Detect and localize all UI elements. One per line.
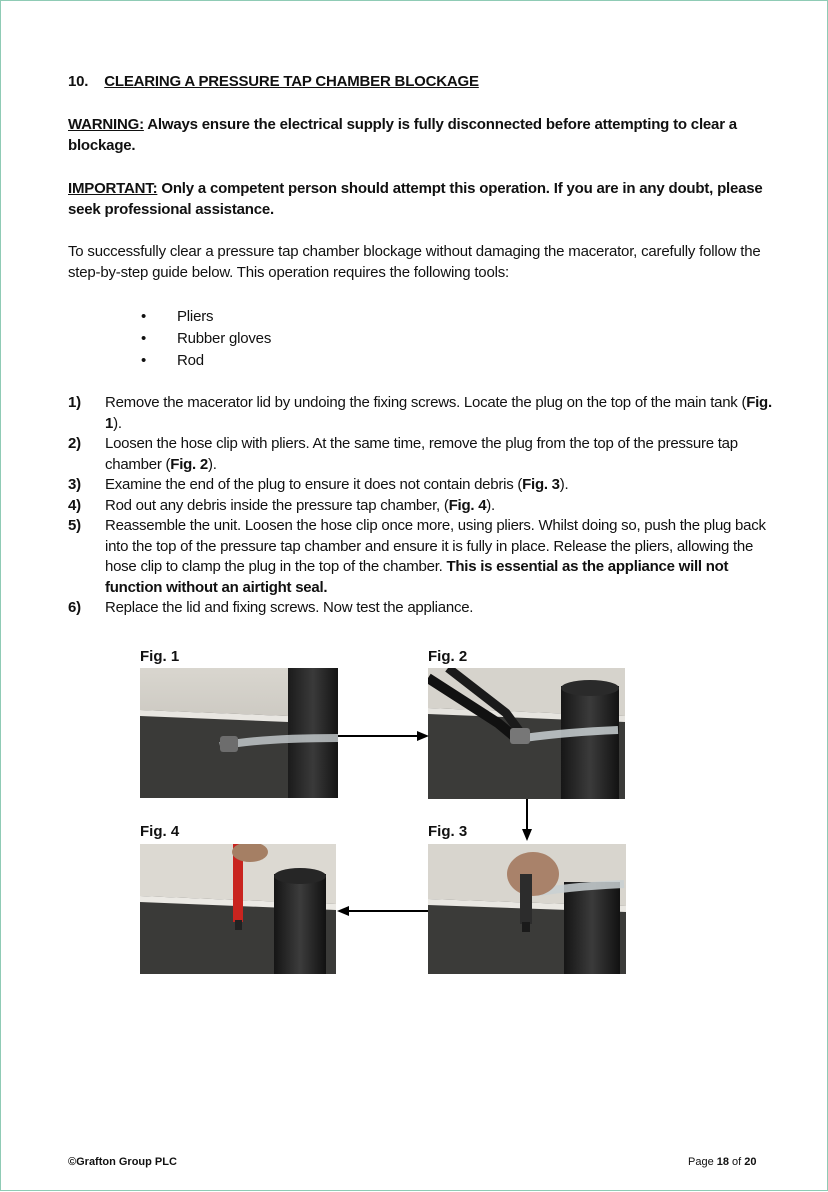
page-current: 18	[716, 1156, 729, 1168]
fig2-label: Fig. 2	[428, 648, 468, 665]
step-emphasis: This is essential as the appliance will not function without an airtight seal.	[105, 558, 729, 596]
section-title: CLEARING A PRESSURE TAP CHAMBER BLOCKAGE	[104, 73, 479, 90]
arrow-head	[417, 731, 429, 741]
intro-paragraph: To successfully clear a pressure tap chamber blockage without damaging the macerator, carefully follow the step-by-step guide below. This operation requires the following tools:	[68, 243, 761, 281]
step-text: Replace the lid and fixing screws. Now test the appliance.	[105, 599, 474, 616]
page-prefix: Page	[688, 1156, 717, 1168]
step-emphasis: Fig. 3	[522, 476, 560, 493]
step-text-end: ).	[207, 455, 217, 473]
step-text-end: ).	[113, 414, 122, 432]
step-text: Examine the end of the plug to ensure it does not contain debris (	[105, 476, 523, 493]
step-text: Reassemble the unit. Loosen the hose clip once more, using pliers. Whilst doing so, push the plug back into the top of the pressure tap chamber and ensure it is fully in place. Release the pliers, allowing the hose clip to clamp the plug in the top of the chamber.	[105, 517, 766, 575]
step-number: 6)	[68, 599, 81, 616]
tool-item: • Rubber gloves	[141, 328, 271, 350]
step-number: 2)	[68, 435, 81, 452]
step-emphasis: Fig. 2	[170, 455, 208, 473]
important-label: IMPORTANT:	[68, 180, 158, 197]
footer-page-number	[688, 1156, 757, 1168]
fig4-label: Fig. 4	[140, 823, 180, 840]
section-number: 10.	[68, 73, 89, 90]
step-text: Rod out any debris inside the pressure tap chamber, (	[105, 496, 449, 514]
step-number: 4)	[68, 496, 81, 514]
arrow-head	[522, 829, 532, 841]
figure-flow-arrows	[1, 1, 828, 1192]
step-text: Loosen the hose clip with pliers. At the same time, remove the plug from the top of the pressure tap chamber (	[105, 435, 738, 473]
fig1-label: Fig. 1	[140, 648, 180, 665]
tool-item: • Pliers	[141, 306, 271, 328]
tool-item: • Rod	[141, 350, 271, 372]
step-number: 3)	[68, 476, 81, 493]
fig3-label: Fig. 3	[428, 823, 468, 840]
step-number: 1)	[68, 394, 81, 411]
page-total: 20	[744, 1156, 757, 1168]
step-text-end: ).	[486, 496, 495, 514]
warning-text: Always ensure the electrical supply is fully disconnected before attempting to clear a blockage.	[68, 116, 737, 154]
step-number: 5)	[68, 517, 81, 534]
step-text-end: ).	[559, 476, 569, 493]
warning-label: WARNING:	[68, 116, 144, 133]
step-emphasis: Fig. 1	[105, 394, 772, 432]
arrow-head	[337, 906, 349, 916]
page-of: of	[729, 1156, 745, 1168]
step-emphasis: Fig. 4	[448, 496, 487, 514]
step-text: Remove the macerator lid by undoing the fixing screws. Locate the plug on the top of the main tank (	[105, 394, 747, 411]
important-text: Only a competent person should attempt this operation. If you are in any doubt, please seek professional assistance.	[68, 180, 763, 218]
footer-copyright: ©Grafton Group PLC	[68, 1156, 177, 1168]
